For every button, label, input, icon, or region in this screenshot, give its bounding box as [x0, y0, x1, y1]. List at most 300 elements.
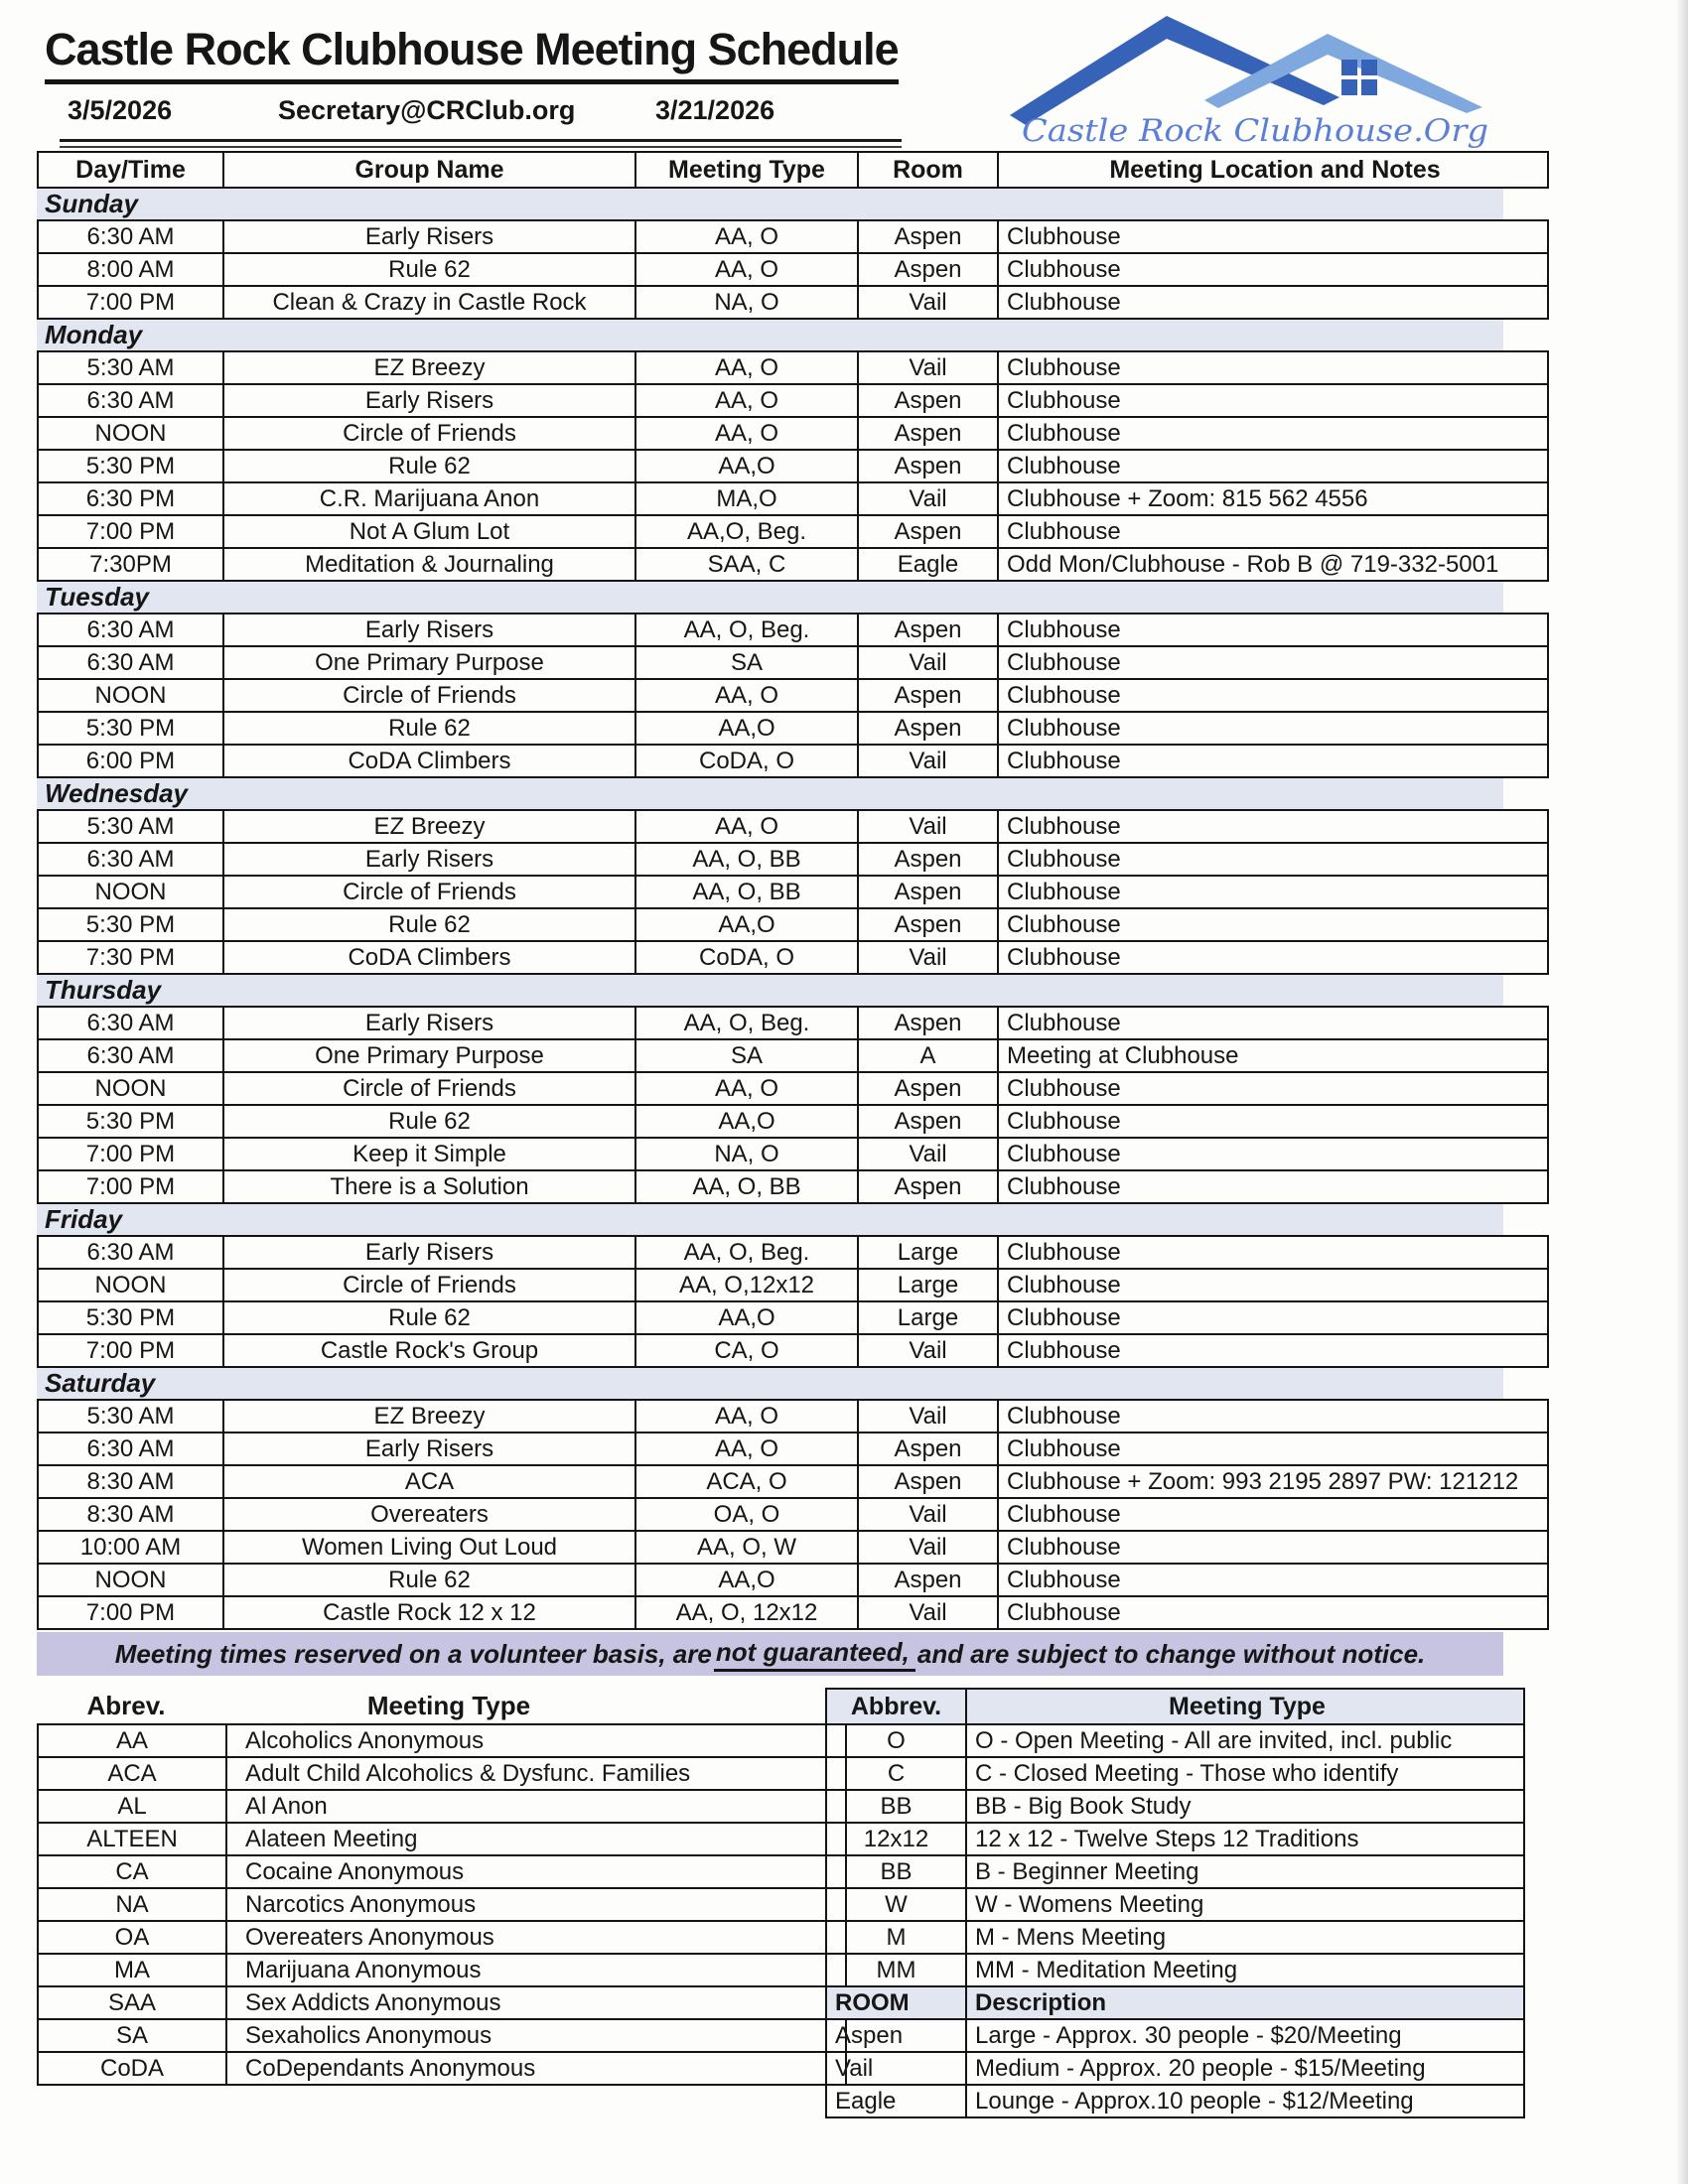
abbrev-cell: CA — [38, 1855, 226, 1888]
group-name-cell: Women Living Out Loud — [223, 1531, 635, 1564]
room-cell: Large — [858, 1236, 998, 1269]
meeting-type-cell: AA,O — [635, 712, 858, 745]
legend-right-header-abbrev: Abbrev. — [826, 1689, 966, 1724]
location-notes-cell: Clubhouse — [998, 1301, 1548, 1334]
room-cell: Aspen — [858, 1072, 998, 1105]
time-cell: 7:30 PM — [38, 941, 223, 974]
group-name-cell: Circle of Friends — [223, 417, 635, 450]
description-cell: Medium - Approx. 20 people - $15/Meeting — [966, 2052, 1524, 2085]
page-title: Castle Rock Clubhouse Meeting Schedule — [45, 24, 899, 84]
group-name-cell: Castle Rock 12 x 12 — [223, 1596, 635, 1629]
room-cell: Aspen — [858, 908, 998, 941]
location-notes-cell: Clubhouse — [998, 253, 1548, 286]
revision-date: 3/5/2026 — [68, 95, 173, 125]
location-notes-cell: Clubhouse — [998, 351, 1548, 384]
room-row — [826, 2019, 1524, 2052]
abbrev-cell: C — [826, 1757, 966, 1790]
time-cell: 7:30PM — [38, 548, 223, 581]
abbrev-cell: Vail — [826, 2052, 966, 2085]
group-name-cell: Rule 62 — [223, 253, 635, 286]
location-notes-cell: Clubhouse — [998, 286, 1548, 319]
abbrev-cell: W — [826, 1888, 966, 1921]
room-cell: Large — [858, 1269, 998, 1301]
group-name-cell: CoDA Climbers — [223, 745, 635, 777]
room-row — [826, 2085, 1524, 2117]
clubhouse-logo — [1008, 2, 1499, 151]
time-cell: 5:30 PM — [38, 1301, 223, 1334]
group-name-cell: Early Risers — [223, 614, 635, 646]
meeting-type-cell: AA, O, Beg. — [635, 1007, 858, 1039]
time-cell: NOON — [38, 679, 223, 712]
time-cell: 5:30 AM — [38, 810, 223, 843]
room-cell: Aspen — [858, 843, 998, 876]
description-cell: Sexaholics Anonymous — [226, 2019, 846, 2052]
meeting-type-cell: AA, O, BB — [635, 1170, 858, 1203]
day-table-monday — [37, 350, 1549, 582]
meeting-type-cell: MA,O — [635, 482, 858, 515]
meeting-row — [38, 1007, 1548, 1039]
time-cell: 6:30 AM — [38, 843, 223, 876]
meeting-type-cell: AA, O,12x12 — [635, 1269, 858, 1301]
time-cell: 7:00 PM — [38, 1596, 223, 1629]
room-cell: Vail — [858, 1596, 998, 1629]
meeting-row — [38, 1531, 1548, 1564]
room-cell: Vail — [858, 810, 998, 843]
meeting-row — [38, 1564, 1548, 1596]
time-cell: 8:00 AM — [38, 253, 223, 286]
meeting-type-cell: SA — [635, 1039, 858, 1072]
location-notes-cell: Clubhouse — [998, 515, 1548, 548]
legend-row — [38, 1921, 846, 1954]
time-cell: 6:30 AM — [38, 1236, 223, 1269]
abbrev-cell: CoDA — [38, 2052, 226, 2085]
time-cell: 6:00 PM — [38, 745, 223, 777]
room-cell: Aspen — [858, 876, 998, 908]
legend-row — [826, 1855, 1524, 1888]
column-header-group-name: Group Name — [223, 152, 635, 188]
location-notes-cell: Clubhouse — [998, 1564, 1548, 1596]
legend-row — [826, 1954, 1524, 1986]
column-header-meeting-type: Meeting Type — [635, 152, 858, 188]
description-cell: Narcotics Anonymous — [226, 1888, 846, 1921]
meeting-type-cell: CA, O — [635, 1334, 858, 1367]
group-name-cell: There is a Solution — [223, 1170, 635, 1203]
description-cell: BB - Big Book Study — [966, 1790, 1524, 1823]
meeting-row — [38, 482, 1548, 515]
legend-row — [38, 1888, 846, 1921]
abbrev-cell: AL — [38, 1790, 226, 1823]
meeting-type-cell: AA, O — [635, 417, 858, 450]
time-cell: 6:30 AM — [38, 614, 223, 646]
legend-row — [38, 1954, 846, 1986]
location-notes-cell: Clubhouse — [998, 1269, 1548, 1301]
room-cell: Vail — [858, 941, 998, 974]
room-cell: Large — [858, 1301, 998, 1334]
meeting-type-cell: SAA, C — [635, 548, 858, 581]
abbrev-cell: MM — [826, 1954, 966, 1986]
notice-text-post: and are subject to change without notice. — [916, 1638, 1426, 1669]
meeting-row — [38, 515, 1548, 548]
location-notes-cell: Clubhouse — [998, 1170, 1548, 1203]
meeting-row — [38, 1072, 1548, 1105]
secretary-email: Secretary@CRClub.org — [278, 95, 576, 125]
effective-date: 3/21/2026 — [655, 95, 775, 125]
room-cell: Vail — [858, 286, 998, 319]
group-name-cell: One Primary Purpose — [223, 1039, 635, 1072]
room-cell: Aspen — [858, 1433, 998, 1465]
meeting-type-cell: AA, O — [635, 384, 858, 417]
group-name-cell: EZ Breezy — [223, 810, 635, 843]
location-notes-cell: Clubhouse — [998, 1433, 1548, 1465]
schedule-header-row — [38, 152, 1548, 188]
room-cell: Aspen — [858, 712, 998, 745]
time-cell: 5:30 PM — [38, 1105, 223, 1138]
legend-row — [826, 1790, 1524, 1823]
time-cell: 7:00 PM — [38, 515, 223, 548]
description-cell: Cocaine Anonymous — [226, 1855, 846, 1888]
meeting-row — [38, 745, 1548, 777]
time-cell: 5:30 PM — [38, 712, 223, 745]
abbrev-cell: OA — [38, 1921, 226, 1954]
meeting-row — [38, 1269, 1548, 1301]
meeting-row — [38, 1039, 1548, 1072]
time-cell: 8:30 AM — [38, 1498, 223, 1531]
meeting-row — [38, 417, 1548, 450]
legend-row — [826, 1757, 1524, 1790]
abbrev-cell: AA — [38, 1724, 226, 1757]
room-cell: Aspen — [858, 1564, 998, 1596]
room-cell: Aspen — [858, 1105, 998, 1138]
description-cell: C - Closed Meeting - Those who identify — [966, 1757, 1524, 1790]
description-cell: 12 x 12 - Twelve Steps 12 Traditions — [966, 1823, 1524, 1855]
day-band-wednesday: Wednesday — [37, 778, 1503, 809]
meeting-type-cell: AA, O — [635, 1400, 858, 1433]
description-cell: MM - Meditation Meeting — [966, 1954, 1524, 1986]
day-sections — [37, 189, 1519, 1630]
day-table-wednesday — [37, 809, 1549, 975]
abbrev-cell: ACA — [38, 1757, 226, 1790]
group-name-cell: Keep it Simple — [223, 1138, 635, 1170]
legend-abbreviations — [37, 1688, 811, 2118]
abbrev-cell: M — [826, 1921, 966, 1954]
location-notes-cell: Clubhouse — [998, 1007, 1548, 1039]
meeting-type-cell: NA, O — [635, 1138, 858, 1170]
meeting-row — [38, 1433, 1548, 1465]
legend-section — [37, 1688, 1503, 2118]
description-cell: M - Mens Meeting — [966, 1921, 1524, 1954]
group-name-cell: Circle of Friends — [223, 1269, 635, 1301]
meeting-row — [38, 450, 1548, 482]
room-cell: Vail — [858, 1400, 998, 1433]
legend-left-table — [37, 1723, 847, 2086]
group-name-cell: Rule 62 — [223, 1564, 635, 1596]
room-cell: Aspen — [858, 417, 998, 450]
room-cell: Aspen — [858, 515, 998, 548]
description-cell: B - Beginner Meeting — [966, 1855, 1524, 1888]
meeting-row — [38, 941, 1548, 974]
legend-row — [826, 1888, 1524, 1921]
location-notes-cell: Clubhouse — [998, 941, 1548, 974]
time-cell: 5:30 AM — [38, 351, 223, 384]
room-cell: Aspen — [858, 450, 998, 482]
location-notes-cell: Clubhouse — [998, 1531, 1548, 1564]
legend-row — [38, 1757, 846, 1790]
abbrev-cell: SA — [38, 2019, 226, 2052]
group-name-cell: Early Risers — [223, 1007, 635, 1039]
time-cell: 10:00 AM — [38, 1531, 223, 1564]
meeting-row — [38, 1465, 1548, 1498]
meeting-type-cell: AA, O — [635, 1433, 858, 1465]
meeting-row — [38, 810, 1548, 843]
meeting-row — [38, 908, 1548, 941]
meeting-type-cell: SA — [635, 646, 858, 679]
meeting-type-cell: AA,O — [635, 450, 858, 482]
header-rule — [60, 139, 902, 148]
room-cell: Vail — [858, 745, 998, 777]
day-band-saturday: Saturday — [37, 1368, 1503, 1399]
meeting-type-cell: NA, O — [635, 286, 858, 319]
room-header-row — [826, 1986, 1524, 2019]
meeting-row — [38, 384, 1548, 417]
group-name-cell: EZ Breezy — [223, 1400, 635, 1433]
legend-row — [826, 1921, 1524, 1954]
location-notes-cell: Clubhouse — [998, 1334, 1548, 1367]
room-cell: Aspen — [858, 1465, 998, 1498]
time-cell: NOON — [38, 1564, 223, 1596]
legend-left-header-abbrev: Abrev. — [86, 1690, 166, 1720]
meeting-row — [38, 614, 1548, 646]
location-notes-cell: Clubhouse — [998, 810, 1548, 843]
meeting-type-cell: AA, O, Beg. — [635, 614, 858, 646]
description-cell: Alateen Meeting — [226, 1823, 846, 1855]
location-notes-cell: Clubhouse + Zoom: 815 562 4556 — [998, 482, 1548, 515]
group-name-cell: One Primary Purpose — [223, 646, 635, 679]
meeting-type-cell: AA,O — [635, 1105, 858, 1138]
meeting-row — [38, 1236, 1548, 1269]
group-name-cell: Early Risers — [223, 843, 635, 876]
description-cell: CoDependants Anonymous — [226, 2052, 846, 2085]
meeting-type-cell: CoDA, O — [635, 941, 858, 974]
location-notes-cell: Clubhouse — [998, 614, 1548, 646]
group-name-cell: EZ Breezy — [223, 351, 635, 384]
group-name-cell: Circle of Friends — [223, 1072, 635, 1105]
time-cell: 6:30 AM — [38, 220, 223, 253]
meeting-type-cell: AA, O — [635, 810, 858, 843]
description-cell: Adult Child Alcoholics & Dysfunc. Families — [226, 1757, 846, 1790]
legend-row — [38, 1823, 846, 1855]
time-cell: NOON — [38, 876, 223, 908]
location-notes-cell: Clubhouse — [998, 646, 1548, 679]
location-notes-cell: Clubhouse — [998, 1498, 1548, 1531]
legend-row — [38, 1986, 846, 2019]
meeting-row — [38, 253, 1548, 286]
legend-row — [38, 1855, 846, 1888]
location-notes-cell: Clubhouse — [998, 1236, 1548, 1269]
location-notes-cell: Clubhouse — [998, 908, 1548, 941]
location-notes-cell: Clubhouse — [998, 450, 1548, 482]
abbrev-cell: O — [826, 1724, 966, 1757]
column-header-location-notes: Meeting Location and Notes — [998, 152, 1548, 188]
legend-right-header-row — [826, 1689, 1524, 1724]
meeting-row — [38, 1301, 1548, 1334]
description-cell: W - Womens Meeting — [966, 1888, 1524, 1921]
abbrev-cell: BB — [826, 1790, 966, 1823]
meeting-row — [38, 286, 1548, 319]
group-name-cell: Circle of Friends — [223, 679, 635, 712]
room-cell: Aspen — [858, 1170, 998, 1203]
time-cell: 5:30 AM — [38, 1400, 223, 1433]
location-notes-cell: Clubhouse — [998, 712, 1548, 745]
time-cell: NOON — [38, 1072, 223, 1105]
location-notes-cell: Odd Mon/Clubhouse - Rob B @ 719-332-5001 — [998, 548, 1548, 581]
meeting-row — [38, 1138, 1548, 1170]
location-notes-cell: Clubhouse — [998, 843, 1548, 876]
description-cell: Large - Approx. 30 people - $20/Meeting — [966, 2019, 1524, 2052]
time-cell: 8:30 AM — [38, 1465, 223, 1498]
meeting-type-cell: AA, O — [635, 1072, 858, 1105]
description-cell: Lounge - Approx.10 people - $12/Meeting — [966, 2085, 1524, 2117]
meeting-type-cell: AA, O — [635, 253, 858, 286]
location-notes-cell: Clubhouse + Zoom: 993 2195 2897 PW: 121212 — [998, 1465, 1548, 1498]
location-notes-cell: Clubhouse — [998, 1138, 1548, 1170]
group-name-cell: ACA — [223, 1465, 635, 1498]
abbrev-cell: 12x12 — [826, 1823, 966, 1855]
location-notes-cell: Clubhouse — [998, 1596, 1548, 1629]
legend-meeting-codes — [825, 1688, 1499, 2118]
location-notes-cell: Clubhouse — [998, 384, 1548, 417]
meeting-type-cell: AA, O, 12x12 — [635, 1596, 858, 1629]
group-name-cell: Overeaters — [223, 1498, 635, 1531]
meeting-type-cell: CoDA, O — [635, 745, 858, 777]
description-cell: Description — [966, 1986, 1524, 2019]
scan-edge-artifact — [1676, 0, 1688, 2184]
group-name-cell: Castle Rock's Group — [223, 1334, 635, 1367]
day-band-friday: Friday — [37, 1204, 1503, 1235]
room-cell: Vail — [858, 646, 998, 679]
group-name-cell: Early Risers — [223, 1433, 635, 1465]
room-cell: Aspen — [858, 220, 998, 253]
meeting-row — [38, 220, 1548, 253]
group-name-cell: Rule 62 — [223, 450, 635, 482]
meeting-type-cell: AA, O — [635, 351, 858, 384]
column-header-day-time: Day/Time — [38, 152, 223, 188]
meeting-row — [38, 351, 1548, 384]
group-name-cell: CoDA Climbers — [223, 941, 635, 974]
meeting-type-cell: OA, O — [635, 1498, 858, 1531]
group-name-cell: Rule 62 — [223, 1301, 635, 1334]
meeting-type-cell: AA, O — [635, 220, 858, 253]
group-name-cell: Meditation & Journaling — [223, 548, 635, 581]
meeting-row — [38, 712, 1548, 745]
group-name-cell: Early Risers — [223, 220, 635, 253]
time-cell: 6:30 PM — [38, 482, 223, 515]
meeting-row — [38, 876, 1548, 908]
notice-text-pre: Meeting times reserved on a volunteer basis, are — [114, 1638, 712, 1669]
meeting-type-cell: ACA, O — [635, 1465, 858, 1498]
legend-row — [38, 1724, 846, 1757]
day-band-monday: Monday — [37, 320, 1503, 350]
notice-text-underlined: not guaranteed, — [714, 1637, 915, 1672]
meeting-row — [38, 843, 1548, 876]
description-cell: Alcoholics Anonymous — [226, 1724, 846, 1757]
abbrev-cell: MA — [38, 1954, 226, 1986]
description-cell: Overeaters Anonymous — [226, 1921, 846, 1954]
room-cell: Aspen — [858, 384, 998, 417]
time-cell: 5:30 PM — [38, 908, 223, 941]
meeting-row — [38, 548, 1548, 581]
meeting-row — [38, 1400, 1548, 1433]
time-cell: 5:30 PM — [38, 450, 223, 482]
group-name-cell: Rule 62 — [223, 1105, 635, 1138]
day-table-tuesday — [37, 613, 1549, 778]
abbrev-cell: BB — [826, 1855, 966, 1888]
description-cell: Marijuana Anonymous — [226, 1954, 846, 1986]
time-cell: 6:30 AM — [38, 1007, 223, 1039]
group-name-cell: Circle of Friends — [223, 876, 635, 908]
meeting-type-cell: AA,O — [635, 1564, 858, 1596]
day-band-thursday: Thursday — [37, 975, 1503, 1006]
abbrev-cell: ALTEEN — [38, 1823, 226, 1855]
room-cell: Vail — [858, 1498, 998, 1531]
time-cell: 6:30 AM — [38, 1039, 223, 1072]
meeting-type-cell: AA, O, W — [635, 1531, 858, 1564]
room-cell: A — [858, 1039, 998, 1072]
legend-left-header-type: Meeting Type — [366, 1690, 531, 1720]
abbrev-cell: NA — [38, 1888, 226, 1921]
description-cell: Al Anon — [226, 1790, 846, 1823]
location-notes-cell: Meeting at Clubhouse — [998, 1039, 1548, 1072]
time-cell: 6:30 AM — [38, 384, 223, 417]
meeting-row — [38, 646, 1548, 679]
time-cell: NOON — [38, 1269, 223, 1301]
time-cell: 6:30 AM — [38, 646, 223, 679]
time-cell: 7:00 PM — [38, 1334, 223, 1367]
day-band-tuesday: Tuesday — [37, 582, 1503, 613]
meeting-type-cell: AA,O, Beg. — [635, 515, 858, 548]
notice-bar — [37, 1632, 1503, 1676]
description-cell: O - Open Meeting - All are invited, incl. public — [966, 1724, 1524, 1757]
meeting-type-cell: AA, O, BB — [635, 876, 858, 908]
time-cell: 7:00 PM — [38, 286, 223, 319]
day-band-sunday: Sunday — [37, 189, 1503, 219]
location-notes-cell: Clubhouse — [998, 1105, 1548, 1138]
legend-row — [826, 1823, 1524, 1855]
room-cell: Vail — [858, 1334, 998, 1367]
meeting-type-cell: AA,O — [635, 1301, 858, 1334]
location-notes-cell: Clubhouse — [998, 417, 1548, 450]
meeting-row — [38, 1105, 1548, 1138]
header-subrow — [60, 95, 902, 133]
legend-row — [38, 2052, 846, 2085]
day-table-saturday — [37, 1399, 1549, 1630]
day-table-friday — [37, 1235, 1549, 1368]
legend-row — [826, 1724, 1524, 1757]
room-cell: Aspen — [858, 1007, 998, 1039]
abbrev-cell: ROOM — [826, 1986, 966, 2019]
group-name-cell: Not A Glum Lot — [223, 515, 635, 548]
logo-script-text: Castle Rock Clubhouse.Org — [1022, 113, 1488, 149]
legend-row — [38, 2019, 846, 2052]
group-name-cell: Early Risers — [223, 1236, 635, 1269]
schedule-header-table — [37, 151, 1549, 189]
schedule-section — [37, 151, 1519, 2118]
meeting-type-cell: AA,O — [635, 908, 858, 941]
meeting-type-cell: AA, O, Beg. — [635, 1236, 858, 1269]
meeting-type-cell: AA, O, BB — [635, 843, 858, 876]
meeting-type-cell: AA, O — [635, 679, 858, 712]
time-cell: NOON — [38, 417, 223, 450]
day-table-sunday — [37, 219, 1549, 320]
